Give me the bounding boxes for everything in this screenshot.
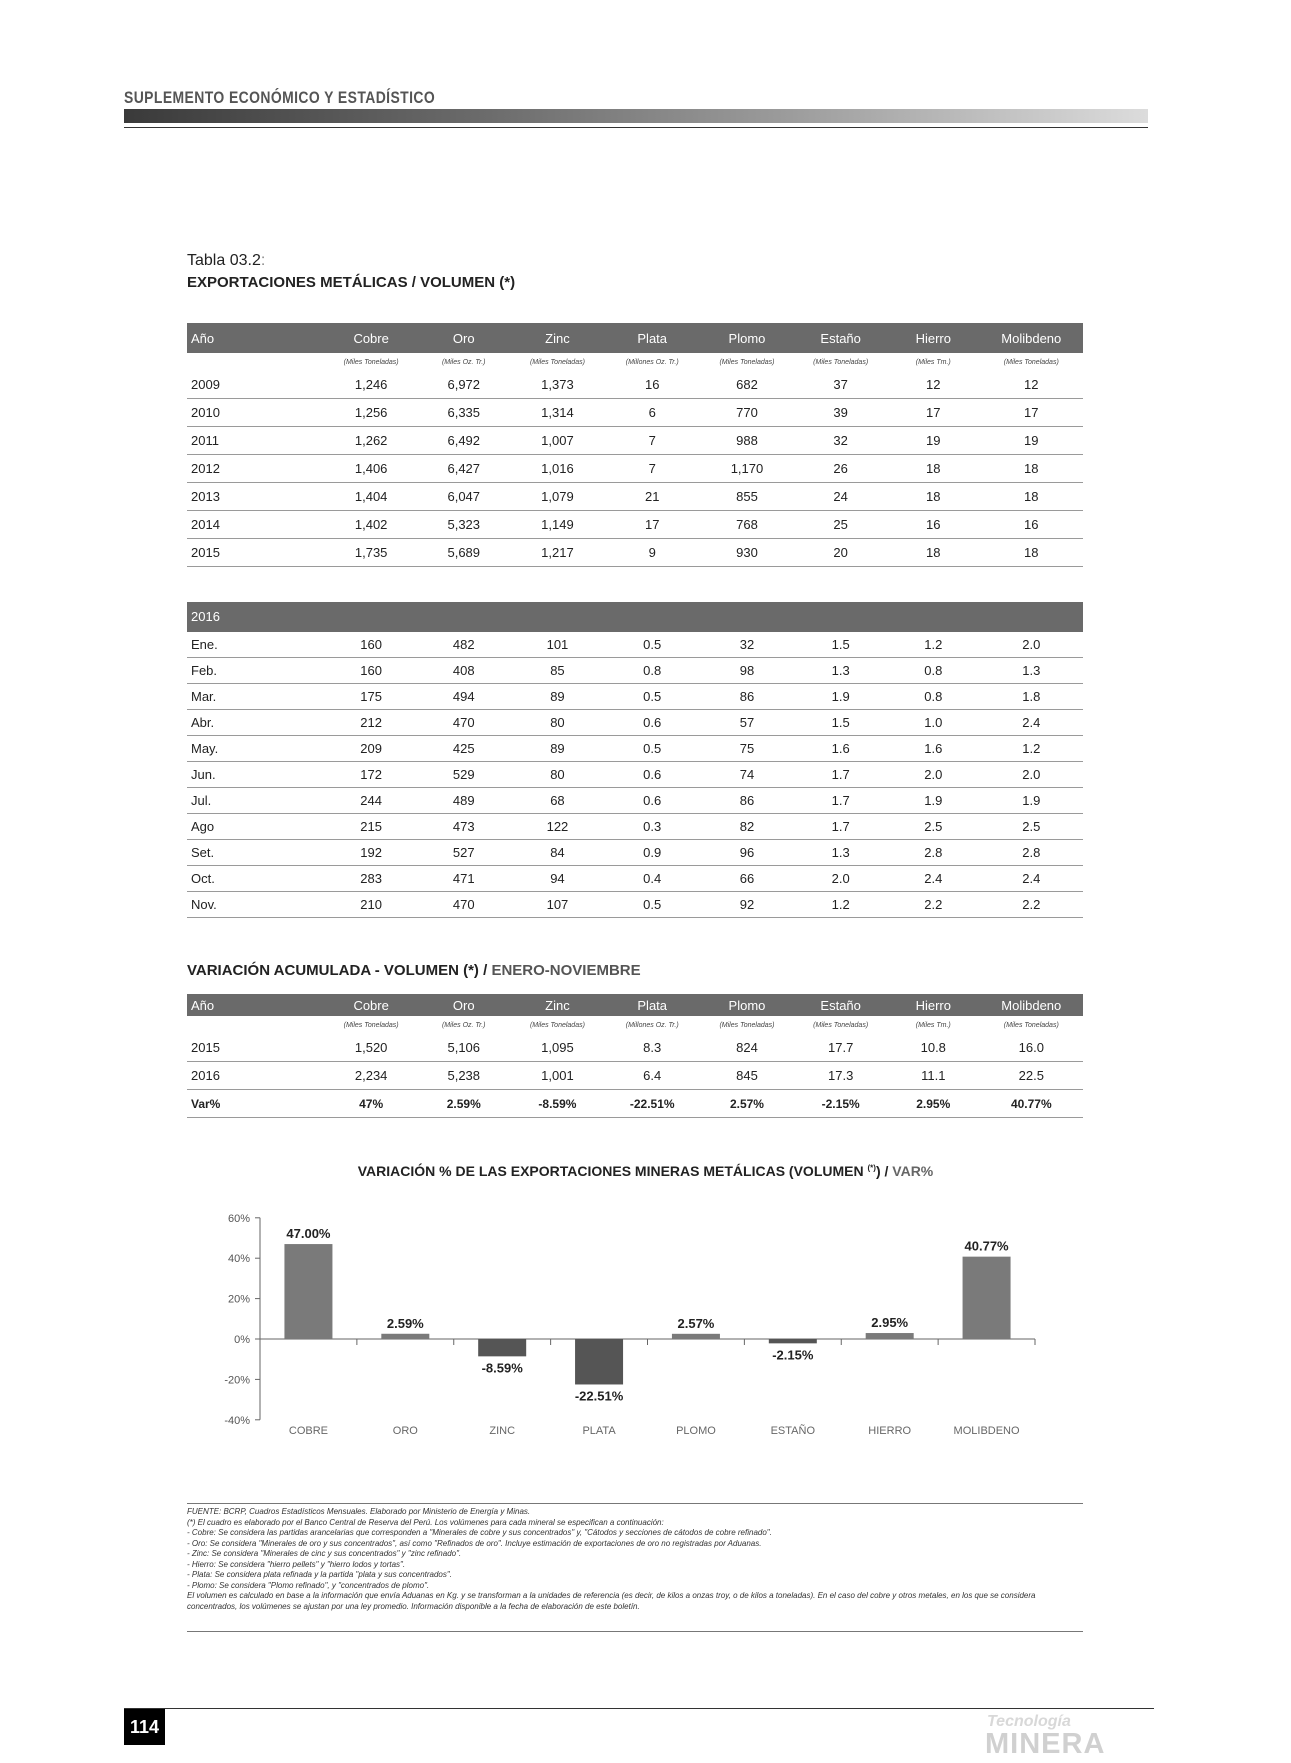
table-cell: 160	[325, 632, 418, 658]
column-header-hierro: Hierro	[887, 323, 980, 353]
footnote-line: - Oro: Se considera "Minerales de oro y sus concentrados", así como "Refinados de oro". Incluye estimación de exportaciones de oro no registradas por Aduanas.	[187, 1538, 762, 1548]
table-cell: 17	[980, 399, 1083, 427]
monthly-year-label: 2016	[191, 609, 220, 624]
table-cell: 1,402	[325, 511, 418, 539]
table-cell: 16	[980, 511, 1083, 539]
unit-cell: (Miles Toneladas)	[1003, 1021, 1059, 1029]
table-cell: 1,406	[325, 455, 418, 483]
table-cell: 82	[700, 814, 795, 840]
y-tick-label: 40%	[227, 1253, 250, 1266]
table-caption-label: Tabla 03.2	[187, 252, 261, 269]
table-cell: 24	[794, 483, 887, 511]
row-label: Set.	[187, 840, 325, 866]
row-label: 2013	[187, 483, 325, 511]
unit-cell: (Miles Toneladas)	[813, 358, 869, 366]
table-cell: 192	[325, 840, 418, 866]
table-cell: 1.5	[794, 632, 887, 658]
table-cell: 2.95%	[887, 1090, 980, 1118]
table-cell: 1,373	[510, 371, 605, 399]
unit-cell: (Millones Oz. Tr.)	[625, 1021, 679, 1029]
row-label: Jun.	[187, 762, 325, 788]
table-cell: 19	[980, 427, 1083, 455]
x-tick-label-zinc: ZINC	[489, 1425, 516, 1437]
row-label: Ago	[187, 814, 325, 840]
table-cell: 80	[510, 762, 605, 788]
footnote-line: concentrados, los volúmenes se ajustan por una ley promedio. Información disponible a la fecha de elaboración de este boletín.	[187, 1601, 640, 1611]
column-header-molibdeno: Molibdeno	[980, 323, 1083, 353]
variation-title-main: VARIACIÓN ACUMULADA - VOLUMEN (*) /	[187, 962, 492, 979]
row-label: Jul.	[187, 788, 325, 814]
table-cell: 494	[417, 684, 510, 710]
footnote-line: - Plata: Se considera plata refinada y la partida "plata y sus concentrados".	[187, 1570, 452, 1579]
table-cell: 47%	[325, 1090, 418, 1118]
table-cell: 2.57%	[700, 1090, 795, 1118]
row-label: Ene.	[187, 632, 325, 658]
tecnologia-minera-logo	[985, 1711, 1155, 1757]
table-cell: 18	[887, 455, 980, 483]
table-cell: 0.3	[605, 814, 700, 840]
row-label: Feb.	[187, 658, 325, 684]
column-header-molibdeno: Molibdeno	[980, 994, 1083, 1016]
table-cell: 482	[417, 632, 510, 658]
table-cell: 6,492	[417, 427, 510, 455]
unit-cell: (Miles Toneladas)	[719, 1021, 775, 1029]
table-cell: 5,106	[417, 1034, 510, 1062]
column-header-hierro: Hierro	[887, 994, 980, 1016]
column-header-oro: Oro	[417, 323, 510, 353]
unit-cell: (Miles Toneladas)	[719, 358, 775, 366]
table-cell: 470	[417, 710, 510, 736]
table-cell: 2.5	[980, 814, 1083, 840]
column-header-estaño: Estaño	[794, 323, 887, 353]
table-cell: 6,335	[417, 399, 510, 427]
data-label-oro: 2.59%	[386, 1315, 424, 1331]
table-cell: 0.9	[605, 840, 700, 866]
table-cell: 283	[325, 866, 418, 892]
table-cell: 5,238	[417, 1062, 510, 1090]
data-label-plomo: 2.57%	[677, 1315, 715, 1331]
bar-plomo	[672, 1334, 720, 1339]
table-cell: 1,016	[510, 455, 605, 483]
table-cell: 6,972	[417, 371, 510, 399]
table-cell: 21	[605, 483, 700, 511]
table-cell: 2.2	[980, 892, 1083, 918]
table-cell: 18	[980, 455, 1083, 483]
table-cell: 0.6	[605, 710, 700, 736]
chart-title-tail: VAR%	[892, 1163, 934, 1179]
table-cell: 1,095	[510, 1034, 605, 1062]
table-cell: 824	[700, 1034, 795, 1062]
table-cell: 1.7	[794, 762, 887, 788]
table-cell: 1.0	[887, 710, 980, 736]
unit-cell: (Miles Toneladas)	[529, 358, 585, 366]
bar-cobre	[284, 1244, 332, 1339]
table-cell: 17	[887, 399, 980, 427]
table-cell: 2.4	[887, 866, 980, 892]
table-cell: 2.59%	[417, 1090, 510, 1118]
table-cell: 470	[417, 892, 510, 918]
table-cell: 17.3	[794, 1062, 887, 1090]
x-tick-label-plata: PLATA	[582, 1425, 616, 1437]
logo-line2: MINERA	[985, 1728, 1106, 1757]
table-cell: 1.7	[794, 814, 887, 840]
chart-title-sup: (*)	[867, 1163, 876, 1173]
table-cell: 988	[700, 427, 795, 455]
table-cell: 16	[887, 511, 980, 539]
row-label: 2012	[187, 455, 325, 483]
table-cell: 768	[700, 511, 795, 539]
table-cell: 1.6	[887, 736, 980, 762]
footnote-line: - Cobre: Se considera las partidas arancelarias que corresponden a "Minerales de cobre y sus concentrados" y, "Cátodos y secciones de cátodos de cobre refinado".	[187, 1528, 772, 1537]
row-label: 2014	[187, 511, 325, 539]
table-cell: 172	[325, 762, 418, 788]
table-cell: 1,246	[325, 371, 418, 399]
table-cell: -2.15%	[794, 1090, 887, 1118]
table-cell: 2.4	[980, 866, 1083, 892]
table-cell: 57	[700, 710, 795, 736]
table-cell: 244	[325, 788, 418, 814]
table-cell: 5,689	[417, 539, 510, 567]
table-cell: 9	[605, 539, 700, 567]
table-cell: 1.2	[980, 736, 1083, 762]
table-cell: 12	[887, 371, 980, 399]
table-cell: 2.5	[887, 814, 980, 840]
table-cell: 408	[417, 658, 510, 684]
unit-cell: (Miles Toneladas)	[343, 1021, 399, 1029]
logo-line1: Tecnología	[987, 1713, 1071, 1730]
data-label-plata: -22.51%	[574, 1388, 624, 1404]
unit-cell: (Miles Toneladas)	[813, 1021, 869, 1029]
table-cell: 37	[794, 371, 887, 399]
table-cell: 0.5	[605, 892, 700, 918]
row-label: 2015	[187, 1034, 325, 1062]
column-header-cobre: Cobre	[325, 994, 418, 1016]
table-cell: 5,323	[417, 511, 510, 539]
unit-cell: (Miles Toneladas)	[529, 1021, 585, 1029]
table-cell: 17.7	[794, 1034, 887, 1062]
table-cell: 68	[510, 788, 605, 814]
variation-title-range: ENERO-NOVIEMBRE	[491, 962, 641, 979]
table-cell: 94	[510, 866, 605, 892]
row-label: 2009	[187, 371, 325, 399]
table-cell: 0.6	[605, 788, 700, 814]
table-cell: 101	[510, 632, 605, 658]
table-cell: 98	[700, 658, 795, 684]
unit-cell: (Millones Oz. Tr.)	[625, 358, 679, 366]
table-cell: 1,314	[510, 399, 605, 427]
table-cell: 0.8	[605, 658, 700, 684]
table-cell: 6,427	[417, 455, 510, 483]
table-cell: 0.4	[605, 866, 700, 892]
table-cell: 2.4	[980, 710, 1083, 736]
table-cell: 1,079	[510, 483, 605, 511]
data-label-estaño: -2.15%	[772, 1347, 814, 1363]
row-label: 2010	[187, 399, 325, 427]
x-tick-label-plomo: PLOMO	[676, 1425, 716, 1437]
row-label: 2016	[187, 1062, 325, 1090]
row-label: 2015	[187, 539, 325, 567]
table-cell: 1.3	[794, 840, 887, 866]
table-cell: -8.59%	[510, 1090, 605, 1118]
x-tick-label-estaño: ESTAÑO	[770, 1425, 816, 1437]
table-cell: 1.7	[794, 788, 887, 814]
table-cell: 86	[700, 684, 795, 710]
column-header-plata: Plata	[605, 323, 700, 353]
table-cell: 425	[417, 736, 510, 762]
table-subtitle: EXPORTACIONES METÁLICAS / VOLUMEN (*)	[187, 274, 516, 291]
table-cell: 18	[887, 539, 980, 567]
table-cell: 1.2	[887, 632, 980, 658]
table-cell: 96	[700, 840, 795, 866]
y-tick-label: 60%	[227, 1212, 250, 1225]
table-cell: 2.0	[887, 762, 980, 788]
table-cell: 1.5	[794, 710, 887, 736]
table-cell: 855	[700, 483, 795, 511]
table-cell: 32	[700, 632, 795, 658]
bar-oro	[381, 1334, 429, 1339]
table-cell: 17	[605, 511, 700, 539]
row-label: Abr.	[187, 710, 325, 736]
table-cell: 20	[794, 539, 887, 567]
column-header-zinc: Zinc	[510, 994, 605, 1016]
table-cell: 19	[887, 427, 980, 455]
x-tick-label-hierro: HIERRO	[868, 1425, 912, 1437]
table-cell: 0.5	[605, 632, 700, 658]
table-cell: 1,404	[325, 483, 418, 511]
table-cell: 527	[417, 840, 510, 866]
column-header-zinc: Zinc	[510, 323, 605, 353]
table-cell: 1,520	[325, 1034, 418, 1062]
table-cell: 66	[700, 866, 795, 892]
table-cell: 80	[510, 710, 605, 736]
table-cell: 25	[794, 511, 887, 539]
table-cell: 471	[417, 866, 510, 892]
table-cell: 89	[510, 736, 605, 762]
page-number: 114	[124, 1709, 165, 1745]
table-cell: 529	[417, 762, 510, 788]
table-cell: 74	[700, 762, 795, 788]
bar-plata	[575, 1339, 623, 1384]
x-tick-label-cobre: COBRE	[288, 1425, 328, 1437]
x-tick-label-oro: ORO	[392, 1425, 418, 1437]
table-cell: 26	[794, 455, 887, 483]
table-cell: 84	[510, 840, 605, 866]
column-header-año: Año	[187, 323, 325, 353]
table-cell: 175	[325, 684, 418, 710]
running-header-title: SUPLEMENTO ECONÓMICO Y ESTADÍSTICO	[124, 88, 436, 107]
table-cell: 1,170	[700, 455, 795, 483]
table-cell: 75	[700, 736, 795, 762]
column-header-estaño: Estaño	[794, 994, 887, 1016]
table-cell: 845	[700, 1062, 795, 1090]
table-cell: 1.3	[794, 658, 887, 684]
table-cell: 32	[794, 427, 887, 455]
row-label: Nov.	[187, 892, 325, 918]
footnote-line: El volumen es calculado en base a la información que envía Aduanas en Kg. y se transforman a la unidades de referencia (es decir, de kilos a onzas troy, o de kilos a toneladas). En el caso del cobre y otros metales, en los que se considera	[187, 1591, 1036, 1600]
table-cell: 39	[794, 399, 887, 427]
column-header-año: Año	[187, 994, 325, 1016]
bar-estaño	[769, 1339, 817, 1343]
table-cell: 7	[605, 455, 700, 483]
table-cell: 215	[325, 814, 418, 840]
table-cell: 10.8	[887, 1034, 980, 1062]
table-cell: 122	[510, 814, 605, 840]
table-cell: 1.9	[887, 788, 980, 814]
unit-cell: (Miles Tm.)	[915, 1021, 951, 1029]
table-cell: 12	[980, 371, 1083, 399]
table-cell: 2.0	[980, 762, 1083, 788]
table-cell: 0.5	[605, 736, 700, 762]
table-cell: 1.8	[980, 684, 1083, 710]
table-cell: 16	[605, 371, 700, 399]
table-cell: 2.0	[794, 866, 887, 892]
table-cell: 89	[510, 684, 605, 710]
table-cell: 2.8	[887, 840, 980, 866]
table-cell: 1,256	[325, 399, 418, 427]
table-cell: 1.9	[794, 684, 887, 710]
table-cell: 770	[700, 399, 795, 427]
table-cell: 18	[980, 539, 1083, 567]
table-cell: 1,217	[510, 539, 605, 567]
table-cell: 0.8	[887, 658, 980, 684]
footer-rule	[124, 1708, 1154, 1709]
table-cell: 1,262	[325, 427, 418, 455]
table-cell: 2.8	[980, 840, 1083, 866]
table-cell: 1.6	[794, 736, 887, 762]
table-cell: 11.1	[887, 1062, 980, 1090]
unit-cell: (Miles Oz. Tr.)	[441, 358, 486, 366]
table-cell: 18	[980, 483, 1083, 511]
table-cell: 0.5	[605, 684, 700, 710]
table-cell: 6.4	[605, 1062, 700, 1090]
bar-zinc	[478, 1339, 526, 1356]
table-cell: 1.9	[980, 788, 1083, 814]
footnote-line: (*) El cuadro es elaborado por el Banco Central de Reserva del Perú. Los volúmenes para cada mineral se especifican a continuación:	[187, 1517, 664, 1527]
table-cell: 107	[510, 892, 605, 918]
footnote-block	[187, 1503, 1083, 1612]
row-label: Var%	[187, 1090, 325, 1118]
footnote-end-rule	[187, 1631, 1083, 1632]
x-tick-label-molibdeno: MOLIBDENO	[953, 1425, 1020, 1437]
table-cell: 6,047	[417, 483, 510, 511]
table-cell: 7	[605, 427, 700, 455]
column-header-oro: Oro	[417, 994, 510, 1016]
table-cell: 1,001	[510, 1062, 605, 1090]
data-label-zinc: -8.59%	[481, 1360, 523, 1376]
footnote-line: - Zinc: Se considera "Minerales de cinc y sus concentrados" y "zinc refinado".	[187, 1549, 462, 1558]
data-label-cobre: 47.00%	[286, 1226, 331, 1242]
table-cell: 1,735	[325, 539, 418, 567]
row-label: Oct.	[187, 866, 325, 892]
footnote-line: - Plomo: Se considera "Plomo refinado", y "concentrados de plomo".	[187, 1580, 430, 1590]
table-cell: 2.0	[980, 632, 1083, 658]
table-cell: 86	[700, 788, 795, 814]
table-cell: 2.2	[887, 892, 980, 918]
table-cell: 210	[325, 892, 418, 918]
y-tick-label: -40%	[224, 1414, 250, 1427]
table-cell: 22.5	[980, 1062, 1083, 1090]
table-cell: 1,007	[510, 427, 605, 455]
footnote-line: FUENTE: BCRP, Cuadros Estadísticos Mensuales. Elaborado por Ministerio de Energía y Minas.	[187, 1507, 531, 1516]
table-cell: 92	[700, 892, 795, 918]
y-tick-label: 0%	[234, 1334, 250, 1346]
table-caption-colon: :	[260, 252, 266, 269]
row-label: 2011	[187, 427, 325, 455]
chart-title-close: ) /	[875, 1163, 893, 1179]
footnote-line: - Hierro: Se considera "hierro pellets" y "hierro lodos y tortas".	[187, 1559, 406, 1569]
unit-cell: (Miles Tm.)	[915, 358, 951, 366]
column-header-plomo: Plomo	[700, 994, 795, 1016]
unit-cell: (Miles Toneladas)	[1003, 358, 1059, 366]
table-cell: 473	[417, 814, 510, 840]
chart-title-main: VARIACIÓN % DE LAS EXPORTACIONES MINERAS METÁLICAS (VOLUMEN	[357, 1163, 868, 1179]
table-cell: 16.0	[980, 1034, 1083, 1062]
table-cell: 8.3	[605, 1034, 700, 1062]
bar-molibdeno	[963, 1257, 1011, 1339]
table-cell: 6	[605, 399, 700, 427]
table-cell: 40.77%	[980, 1090, 1083, 1118]
table-cell: 1.3	[980, 658, 1083, 684]
column-header-plomo: Plomo	[700, 323, 795, 353]
table-cell: 2,234	[325, 1062, 418, 1090]
table-cell: 1,149	[510, 511, 605, 539]
table-cell: 160	[325, 658, 418, 684]
data-label-molibdeno: 40.77%	[964, 1238, 1009, 1254]
unit-cell: (Miles Toneladas)	[343, 358, 399, 366]
table-cell: 212	[325, 710, 418, 736]
table-cell: -22.51%	[605, 1090, 700, 1118]
table-cell: 682	[700, 371, 795, 399]
table-cell: 0.8	[887, 684, 980, 710]
table-cell: 85	[510, 658, 605, 684]
table-cell: 930	[700, 539, 795, 567]
table-cell: 18	[887, 483, 980, 511]
row-label: May.	[187, 736, 325, 762]
table-cell: 209	[325, 736, 418, 762]
row-label: Mar.	[187, 684, 325, 710]
column-header-plata: Plata	[605, 994, 700, 1016]
unit-cell: (Miles Oz. Tr.)	[441, 1021, 486, 1029]
table-cell: 489	[417, 788, 510, 814]
table-cell: 1.2	[794, 892, 887, 918]
data-label-hierro: 2.95%	[871, 1315, 909, 1331]
column-header-cobre: Cobre	[325, 323, 418, 353]
bar-hierro	[866, 1333, 914, 1339]
y-tick-label: -20%	[224, 1374, 250, 1387]
table-cell: 0.6	[605, 762, 700, 788]
y-tick-label: 20%	[227, 1293, 250, 1306]
